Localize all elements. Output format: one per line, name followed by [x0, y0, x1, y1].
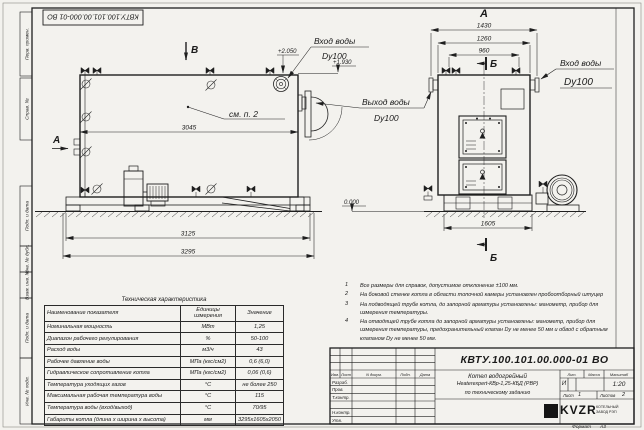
spec-header-row: [45, 306, 284, 322]
scale-header: Масштаб: [609, 372, 629, 377]
note-text: Все размеры для справок, допустимое отклонение ±100 мм.: [360, 283, 519, 289]
note-number: 1: [345, 282, 349, 288]
cell-name: Габариты котла (длина х ширина х высота): [45, 414, 181, 426]
cell-units: мм: [181, 414, 236, 426]
spec-row: [45, 391, 284, 403]
front-valve-icons: [424, 68, 547, 197]
field-inv-podl: Инв. № подл.: [25, 376, 31, 406]
format-value: А3: [600, 424, 606, 430]
door-details: [465, 118, 500, 189]
note-number: 2: [345, 291, 349, 298]
side-view-dimensions: [63, 132, 314, 259]
inlet-label-dn: Dy100: [322, 51, 347, 61]
field-perv-primen: Перв. примен.: [25, 28, 31, 60]
note-text: На отводящей трубе котла до запорной арматуры установлены: манометр, прибор для измерения температуры, предохранительный клапан Dу не менее 50 мм и обвод с обратным клапаном Dу не менее 50 мм.: [360, 319, 608, 342]
kvzr-logo-text: KVZR: [560, 403, 597, 417]
note-text: На подводящей трубе котла, до запорной арматуры установлены: манометр, прибор для измерения температуры.: [360, 301, 599, 316]
lit-header: Лит.: [567, 372, 577, 377]
spec-row: [45, 368, 284, 380]
note-item: [342, 301, 614, 318]
title-doc-number: КВТУ.100.101.00.000-01 ВО: [460, 354, 609, 366]
dim-960: 960: [478, 47, 490, 55]
elev-top: +2.050: [278, 49, 297, 55]
cell-units: м3/ч: [181, 345, 236, 357]
elev-inlet: +1.930: [333, 60, 352, 66]
dim-1605: 1605: [480, 220, 496, 228]
cell-units: МВт: [181, 321, 236, 333]
cell-value: 3295х1605х2050: [236, 414, 284, 426]
front-inlet-title: Вход воды: [560, 58, 602, 68]
col-ndoc: N докум.: [366, 372, 382, 377]
lit-value: И: [561, 381, 567, 387]
outlet-label-dn: Dy100: [374, 113, 399, 123]
cell-name: Температура воды (вход/выход): [45, 403, 181, 415]
col-header-name: Наименование показателя: [45, 306, 181, 322]
view-marker-b: В: [191, 45, 199, 56]
row-razrab: Разраб.: [332, 379, 348, 385]
note-number: 4: [345, 318, 349, 324]
sheets-value: 2: [622, 392, 626, 398]
row-tkontr: Т.контр.: [332, 394, 350, 400]
row-nkontr: Н.контр.: [332, 410, 351, 415]
section-marker-b-bottom: Б: [490, 253, 498, 264]
sheet-label: Лист: [563, 393, 574, 398]
cell-name: Максимальная рабочая температура воды: [45, 391, 181, 403]
cell-value: 50-100: [236, 333, 284, 345]
product-name-line2: Heaterexpert-КВр-1,25-КБД (РВР): [456, 381, 539, 387]
cell-name: Номинальная мощность: [45, 321, 181, 333]
outlet-label-title: Выход воды: [362, 97, 410, 107]
cell-value: 43: [236, 345, 284, 357]
view-marker-a-left: А: [53, 135, 61, 146]
cell-units: °С: [181, 403, 236, 415]
cell-name: Диапазон рабочего регулирования: [45, 333, 181, 345]
spec-table: [44, 297, 284, 426]
cell-units: МПа (кгс/см2): [181, 368, 236, 380]
cell-value: 115: [236, 391, 284, 403]
kvzr-logo-icon: [544, 404, 558, 418]
spec-table-title: Техническая характеристика: [121, 297, 207, 303]
cell-units: °С: [181, 379, 236, 391]
scale-value: 1:20: [612, 381, 626, 388]
dim-3045: 3045: [181, 124, 197, 132]
col-header-units: Единицы измерения: [181, 306, 236, 322]
cell-value: 0,06 (0,6): [236, 368, 284, 380]
product-name-line3: по техническому заданию: [464, 389, 531, 396]
col-header-value: Значение: [236, 306, 284, 322]
cell-units: °С: [181, 391, 236, 403]
dim-3295: 3295: [180, 248, 196, 256]
flange-marks: [81, 79, 217, 195]
note-number: 3: [345, 300, 349, 307]
company-line2: ЗАВОД РЭП: [596, 410, 617, 414]
cell-units: МПа (кгс/см2): [181, 356, 236, 368]
cell-units: %: [181, 333, 236, 345]
cell-name: Рабочее давление воды: [45, 356, 181, 368]
elev-zero: 0.000: [344, 200, 360, 206]
spec-row: [45, 321, 284, 333]
col-list: Лист: [340, 372, 352, 377]
col-podp: Подп.: [400, 372, 411, 377]
notes-list: [342, 282, 614, 344]
front-inlet-dn: Dy100: [564, 77, 593, 88]
cell-name: Температура уходящих газов: [45, 379, 181, 391]
sheet-value: 1: [578, 392, 582, 398]
col-data: Дата: [419, 372, 431, 377]
note-item: [342, 318, 614, 343]
product-name-line1: Котел водогрейный: [468, 372, 527, 380]
spec-row: [45, 403, 284, 415]
front-view: [424, 8, 614, 264]
dim-3125: 3125: [180, 230, 196, 238]
cell-name: Расход воды: [45, 345, 181, 357]
valve-icons-top: [81, 68, 274, 76]
note-item: [342, 282, 614, 290]
note-text: На боковой стенке котла в области топочной камеры установлен пробоотборный штуцер: [360, 292, 604, 299]
row-utv: Утв.: [332, 417, 342, 423]
view-marker-a: А: [480, 8, 488, 20]
field-podp-data-1: Подп. и дата: [25, 200, 31, 232]
mass-header: Масса: [588, 372, 600, 377]
section-marker-b-top: Б: [490, 59, 498, 70]
row-prov: Пров.: [332, 387, 344, 392]
field-inv-dubl: Инв. № дубл.: [25, 244, 31, 274]
sheets-label: Листов: [600, 393, 616, 398]
cell-value: 0,6 (6,0): [236, 356, 284, 368]
spec-row: [45, 356, 284, 368]
dim-1260: 1260: [476, 35, 492, 43]
field-sprav-no: Справ. №: [25, 98, 31, 120]
cell-value: 70/95: [236, 403, 284, 415]
cell-value: 1,25: [236, 321, 284, 333]
cell-name: Гидравлическое сопротивление котла: [45, 368, 181, 380]
inlet-label-title: Вход воды: [314, 36, 356, 46]
frame-field-labels: [25, 28, 31, 406]
spec-row: [45, 345, 284, 357]
doc-number-top: КВТУ.100.101.00.000-01 ВО: [47, 12, 139, 22]
dim-1430: 1430: [476, 22, 492, 30]
see-note-label: см. п. 2: [229, 109, 258, 119]
inlet-flange-icon: [274, 77, 289, 92]
cell-value: не более 250: [236, 379, 284, 391]
side-view: [35, 36, 431, 259]
company-line1: КОТЕЛЬНЫЙ: [596, 405, 619, 409]
format-label: Формат: [572, 424, 592, 430]
spec-row: [45, 333, 284, 345]
col-izm: Изм.: [330, 372, 340, 377]
spec-row: [45, 379, 284, 391]
field-podp-data-2: Подп. и дата: [25, 312, 31, 344]
note-item: [342, 291, 614, 299]
field-vzam-inv: Взам. инв. №: [25, 270, 31, 300]
spec-row: [45, 414, 284, 426]
